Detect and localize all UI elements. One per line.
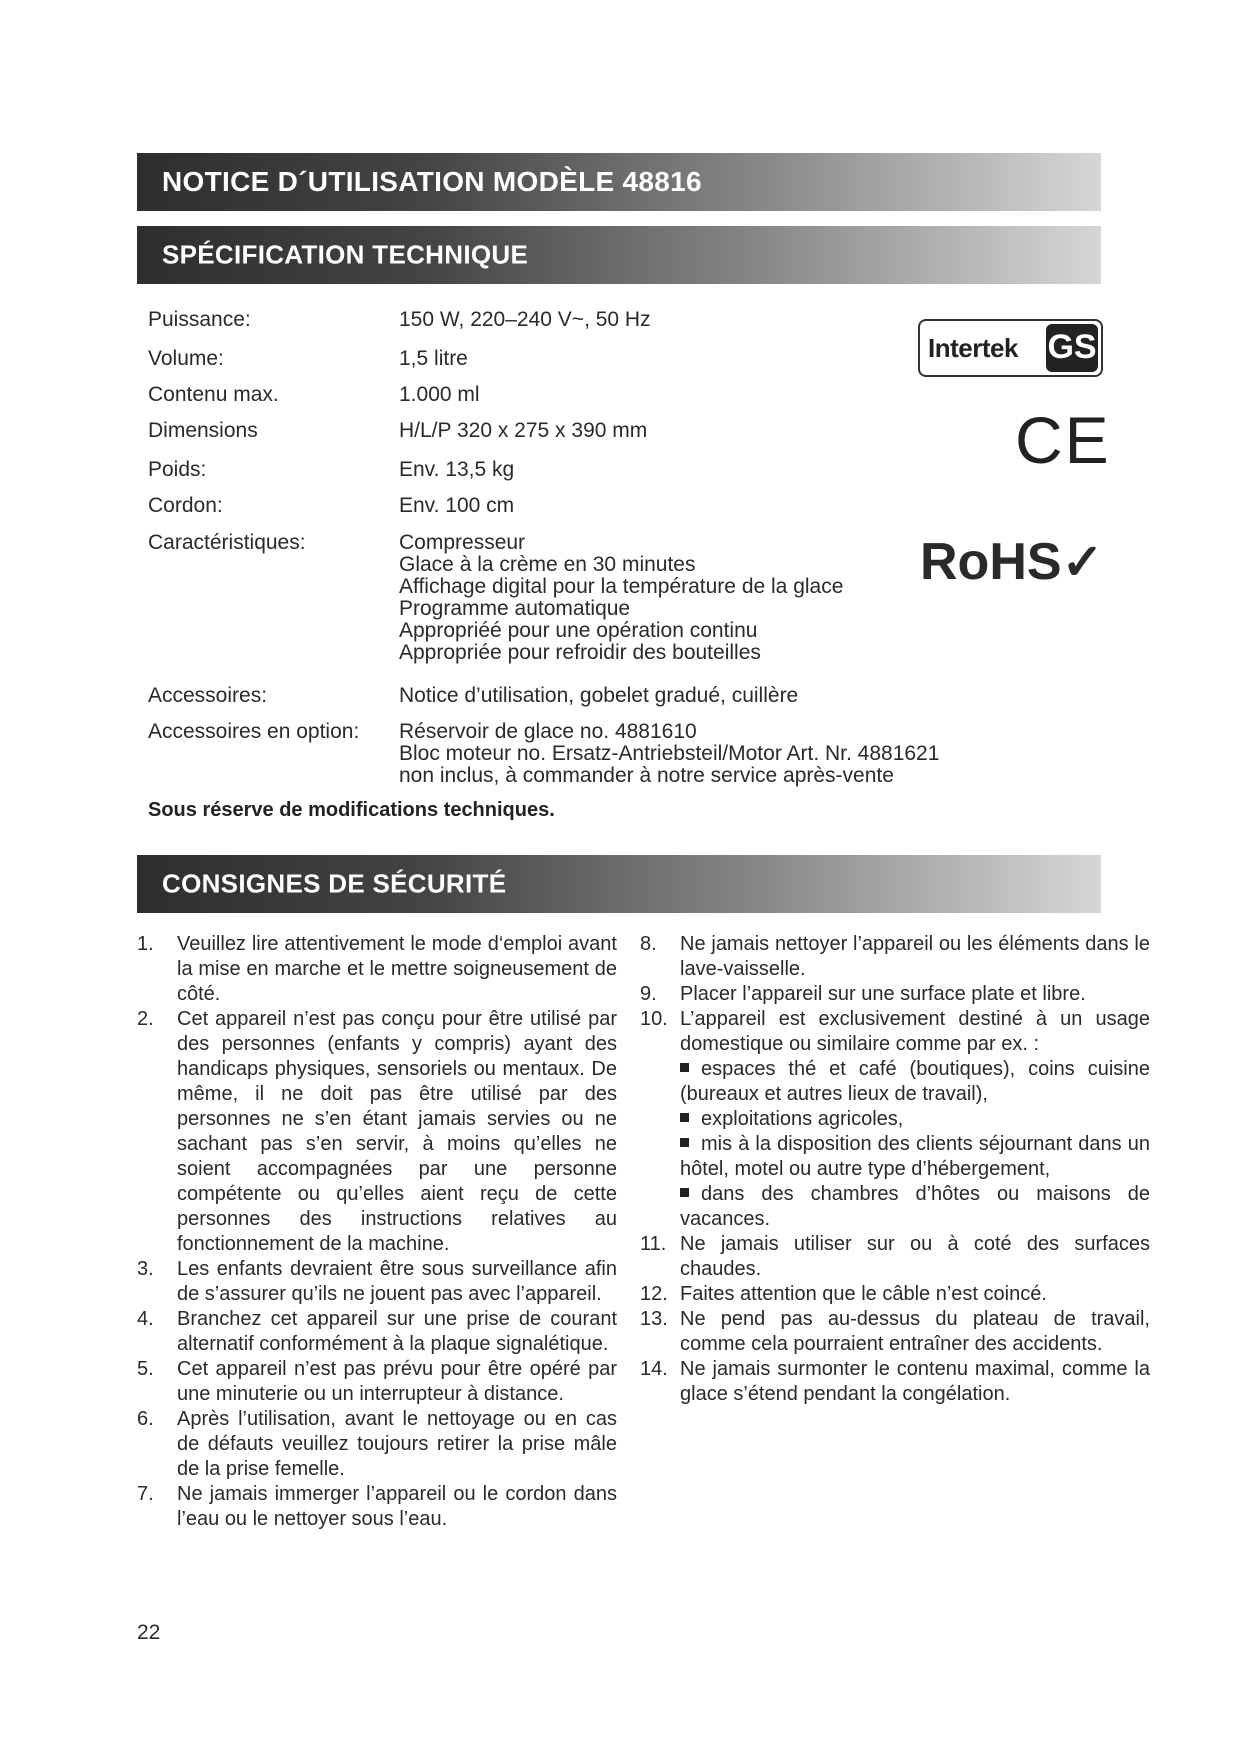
safety-item-number: 4. xyxy=(137,1308,154,1330)
spec-value xyxy=(399,459,514,481)
bullet-square-icon xyxy=(680,1113,689,1122)
spec-value xyxy=(399,495,514,517)
spec-value-line: non inclus, à commander à notre service après-vente xyxy=(399,764,894,787)
spec-label: Contenu max. xyxy=(148,383,279,406)
safety-item-text: Cet appareil n’est pas conçu pour être utilisé par des personnes (enfants y compris) ayant des handicaps physiques, sensoriels ou mentaux. De même, il ne doit pas être utilisé par des personnes ne s’en étant jamais servies ou ne sachant pas s’en servir, à moins qu’elles ne soient accompagnées par une personne compétente ou qu’elles aient reçu de cette personnes des instructions relatives au fonctionnement de la machine. xyxy=(177,1008,617,1255)
spec-value-line: Bloc moteur no. Ersatz-Antriebsteil/Motor Art. Nr. 4881621 xyxy=(399,742,940,765)
bullet-square-icon xyxy=(680,1063,689,1072)
bullet-square-icon xyxy=(680,1188,689,1197)
safety-item-text: Veuillez lire attentivement le mode d‘emploi avant la mise en marche et le mettre soigneusement de côté. xyxy=(177,933,617,1005)
document-title-bar xyxy=(137,153,1101,211)
safety-sub-item-text: dans des chambres d’hôtes ou maisons de vacances. xyxy=(680,1183,1150,1230)
spec-value xyxy=(399,721,939,787)
rohs-logo xyxy=(920,532,1103,592)
safety-sub-item-text: exploitations agricoles, xyxy=(701,1108,904,1130)
safety-item-text: L’appareil est exclusivement destiné à un usage domestique ou similaire comme par ex. : xyxy=(680,1008,1150,1055)
safety-heading: CONSIGNES DE SÉCURITÉ xyxy=(162,868,507,899)
gs-mark: GS xyxy=(1046,324,1098,372)
bullet-square-icon xyxy=(680,1138,689,1147)
safety-item xyxy=(137,1307,617,1357)
page-number: 22 xyxy=(137,1621,161,1644)
spec-value-line: Glace à la crème en 30 minutes xyxy=(399,553,696,576)
spec-value xyxy=(399,532,843,664)
safety-sub-item xyxy=(640,1132,1150,1182)
rohs-text: RoHS xyxy=(920,533,1062,591)
safety-item-text: Branchez cet appareil sur une prise de courant alternatif conformément à la plaque signalétique. xyxy=(177,1308,617,1355)
ce-logo: CE xyxy=(1015,403,1111,477)
safety-sub-item xyxy=(640,1107,1150,1132)
safety-item-text: Ne jamais immerger l’appareil ou le cordon dans l’eau ou le nettoyer sous l’eau. xyxy=(177,1483,617,1530)
spec-heading-bar xyxy=(137,226,1101,284)
safety-right-column xyxy=(640,932,1150,1407)
spec-value-line: 1,5 litre xyxy=(399,347,468,370)
safety-item xyxy=(640,1357,1150,1407)
safety-item xyxy=(137,932,617,1007)
safety-item-number: 14. xyxy=(640,1358,668,1380)
safety-item-number: 5. xyxy=(137,1358,154,1380)
safety-item xyxy=(640,932,1150,982)
check-icon: ✓ xyxy=(1061,534,1104,590)
safety-item-text: Après l’utilisation, avant le nettoyage ou en cas de défauts veuillez toujours retirer la prise mâle de la prise femelle. xyxy=(177,1408,617,1480)
safety-item-number: 10. xyxy=(640,1008,668,1030)
spec-heading: SPÉCIFICATION TECHNIQUE xyxy=(162,239,529,270)
spec-value xyxy=(399,685,798,707)
intertek-logo-text: Intertek xyxy=(928,333,1018,363)
safety-item-number: 13. xyxy=(640,1308,668,1330)
safety-item xyxy=(640,1232,1150,1282)
safety-item xyxy=(137,1407,617,1482)
spec-value-line: Appropriée pour refroidir des bouteilles xyxy=(399,641,761,664)
safety-item-number: 6. xyxy=(137,1408,154,1430)
spec-value-line: 1.000 ml xyxy=(399,383,480,406)
spec-value-line: Env. 100 cm xyxy=(399,494,515,517)
safety-item-text: Ne jamais surmonter le contenu maximal, comme la glace s’étend pendant la congélation. xyxy=(680,1358,1150,1405)
safety-sub-item xyxy=(640,1182,1150,1232)
safety-item-text: Faites attention que le câble n’est coincé. xyxy=(680,1283,1047,1305)
spec-value-line: Env. 13,5 kg xyxy=(399,458,515,481)
spec-value-line: 150 W, 220–240 V~, 50 Hz xyxy=(399,308,651,331)
spec-value-line: Compresseur xyxy=(399,531,526,554)
safety-heading-bar xyxy=(137,855,1101,913)
spec-value xyxy=(399,384,480,406)
safety-item xyxy=(640,1282,1150,1307)
spec-value xyxy=(399,309,651,331)
spec-label: Volume: xyxy=(148,347,224,370)
spec-value xyxy=(399,348,468,370)
spec-label: Cordon: xyxy=(148,494,223,517)
safety-item xyxy=(640,1007,1150,1057)
intertek-gs-logo xyxy=(918,319,1103,377)
spec-value xyxy=(399,420,647,442)
spec-value-line: Programme automatique xyxy=(399,597,631,620)
spec-label: Puissance: xyxy=(148,308,251,331)
safety-item-number: 11. xyxy=(640,1233,667,1255)
safety-item-number: 7. xyxy=(137,1483,154,1505)
spec-label: Accessoires en option: xyxy=(148,720,360,743)
spec-label: Dimensions xyxy=(148,419,258,442)
safety-item-number: 2. xyxy=(137,1008,154,1030)
spec-value-line: Affichage digital pour la température de la glace xyxy=(399,575,844,598)
safety-sub-item-text: mis à la disposition des clients séjournant dans un hôtel, motel ou autre type d’hébergement, xyxy=(680,1133,1150,1180)
safety-sub-item xyxy=(640,1057,1150,1107)
safety-item xyxy=(137,1357,617,1407)
safety-item-text: Ne pend pas au-dessus du plateau de travail, comme cela pourraient entraîner des accidents. xyxy=(680,1308,1150,1355)
safety-item-text: Les enfants devraient être sous surveillance afin de s’assurer qu’ils ne jouent pas avec l’appareil. xyxy=(177,1258,617,1305)
safety-item-text: Ne jamais utiliser sur ou à coté des surfaces chaudes. xyxy=(680,1233,1150,1280)
safety-item-number: 9. xyxy=(640,983,657,1005)
safety-left-column xyxy=(137,932,617,1532)
document-title: NOTICE D´UTILISATION MODÈLE 48816 xyxy=(162,166,702,197)
spec-label: Accessoires: xyxy=(148,684,268,707)
safety-item-number: 3. xyxy=(137,1258,154,1280)
spec-label: Poids: xyxy=(148,458,207,481)
safety-sub-item-text: espaces thé et café (boutiques), coins cuisine (bureaux et autres lieux de travail), xyxy=(680,1058,1150,1105)
safety-item xyxy=(640,982,1150,1007)
spec-label: Caractéristiques: xyxy=(148,531,306,554)
safety-item-number: 1. xyxy=(137,933,154,955)
safety-item xyxy=(137,1007,617,1257)
safety-item xyxy=(137,1482,617,1532)
safety-item-text: Ne jamais nettoyer l’appareil ou les éléments dans le lave-vaisselle. xyxy=(680,933,1150,980)
spec-value-line: Notice d’utilisation, gobelet gradué, cuillère xyxy=(399,684,799,707)
spec-value-line: Réservoir de glace no. 4881610 xyxy=(399,720,697,743)
spec-value-line: Appropriéé pour une opération continu xyxy=(399,619,758,642)
safety-item-number: 8. xyxy=(640,933,657,955)
spec-value-line: H/L/P 320 x 275 x 390 mm xyxy=(399,419,648,442)
safety-item-number: 12. xyxy=(640,1283,668,1305)
safety-item-text: Cet appareil n’est pas prévu pour être opéré par une minuterie ou un interrupteur à distance. xyxy=(177,1358,617,1405)
safety-item-text: Placer l’appareil sur une surface plate et libre. xyxy=(680,983,1086,1005)
spec-note: Sous réserve de modifications techniques. xyxy=(148,799,555,821)
safety-item xyxy=(137,1257,617,1307)
safety-item xyxy=(640,1307,1150,1357)
